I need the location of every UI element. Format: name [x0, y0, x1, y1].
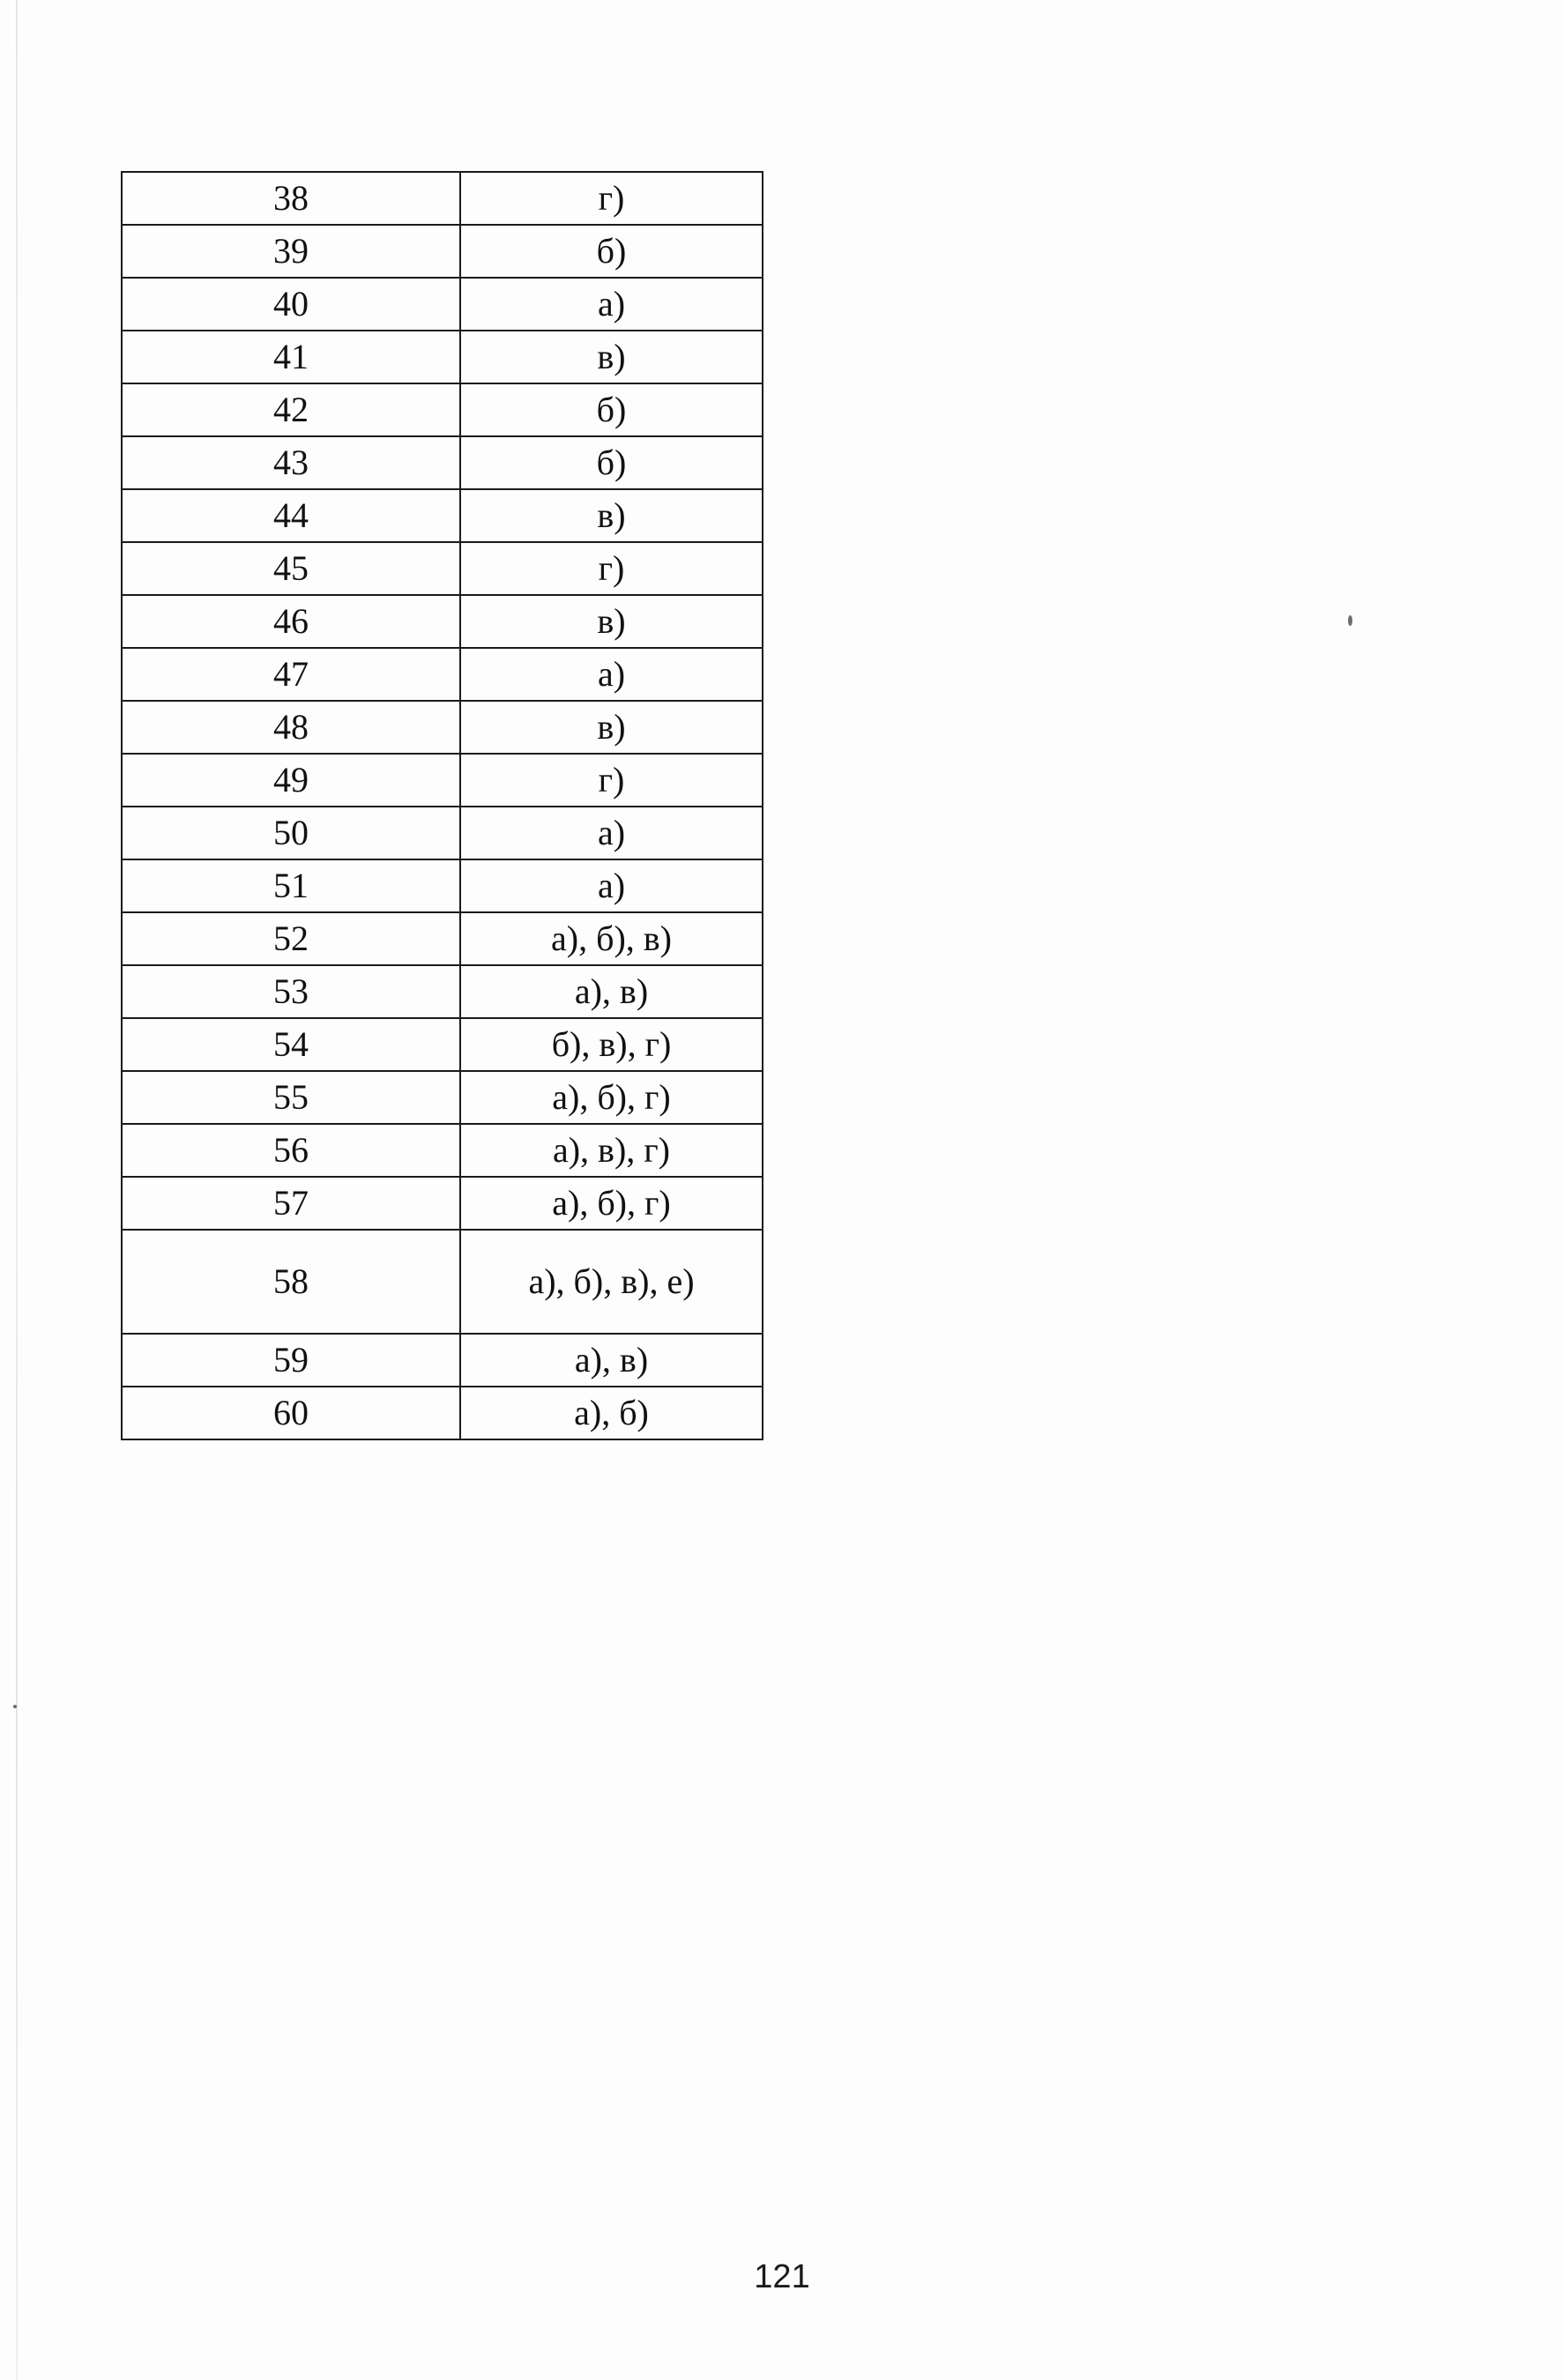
answer-cell: а), в), г) — [460, 1124, 763, 1177]
table-row — [122, 965, 763, 1018]
answer-cell: а), в) — [460, 965, 763, 1018]
answer-cell: а), б), г) — [460, 1071, 763, 1124]
answer-cell: г) — [460, 754, 763, 807]
answer-cell: а) — [460, 807, 763, 859]
question-number-cell: 55 — [122, 1071, 460, 1124]
question-number-cell: 43 — [122, 436, 460, 489]
table-row — [122, 595, 763, 648]
question-number-cell: 57 — [122, 1177, 460, 1230]
answer-cell: б) — [460, 225, 763, 278]
table-row — [122, 859, 763, 912]
table-row — [122, 648, 763, 701]
question-number-cell: 47 — [122, 648, 460, 701]
question-number-cell: 50 — [122, 807, 460, 859]
table-row — [122, 912, 763, 965]
table-row — [122, 1071, 763, 1124]
answer-cell: а) — [460, 648, 763, 701]
table-row — [122, 1018, 763, 1071]
table-row — [122, 489, 763, 542]
question-number-cell: 53 — [122, 965, 460, 1018]
answer-cell: в) — [460, 701, 763, 754]
question-number-cell: 45 — [122, 542, 460, 595]
table-row — [122, 1387, 763, 1439]
answer-cell: а), в) — [460, 1334, 763, 1387]
page-number: 121 — [754, 2258, 810, 2295]
question-number-cell: 60 — [122, 1387, 460, 1439]
answer-cell: г) — [460, 542, 763, 595]
question-number-cell: 38 — [122, 172, 460, 225]
answer-cell: г) — [460, 172, 763, 225]
answer-key-table — [121, 171, 763, 1440]
question-number-cell: 44 — [122, 489, 460, 542]
answer-cell: б) — [460, 436, 763, 489]
table-row — [122, 754, 763, 807]
question-number-cell: 42 — [122, 383, 460, 436]
question-number-cell: 59 — [122, 1334, 460, 1387]
question-number-cell: 58 — [122, 1230, 460, 1334]
answer-cell: а), б) — [460, 1387, 763, 1439]
table-row — [122, 1334, 763, 1387]
table-row — [122, 807, 763, 859]
question-number-cell: 41 — [122, 331, 460, 383]
table-row — [122, 701, 763, 754]
question-number-cell: 48 — [122, 701, 460, 754]
table-row — [122, 278, 763, 331]
scan-speck — [13, 1705, 17, 1708]
question-number-cell: 46 — [122, 595, 460, 648]
question-number-cell: 56 — [122, 1124, 460, 1177]
answer-cell: а) — [460, 859, 763, 912]
table-row — [122, 436, 763, 489]
table-row — [122, 1230, 763, 1334]
answer-cell: в) — [460, 595, 763, 648]
answer-cell: в) — [460, 331, 763, 383]
table-row — [122, 172, 763, 225]
answer-cell: а) — [460, 278, 763, 331]
question-number-cell: 40 — [122, 278, 460, 331]
answer-text: а), б), в), е) — [528, 1261, 695, 1301]
question-number-cell: 51 — [122, 859, 460, 912]
table-row — [122, 1124, 763, 1177]
table-row — [122, 1177, 763, 1230]
scan-speck — [1348, 615, 1352, 626]
table-row — [122, 542, 763, 595]
table-row — [122, 383, 763, 436]
answer-cell: в) — [460, 489, 763, 542]
page-edge-shadow — [16, 0, 18, 2380]
question-number-cell: 54 — [122, 1018, 460, 1071]
question-number-cell: 49 — [122, 754, 460, 807]
answer-cell — [460, 1230, 763, 1334]
answer-cell: а), б), в) — [460, 912, 763, 965]
table-row — [122, 331, 763, 383]
answer-cell: б), в), г) — [460, 1018, 763, 1071]
question-number-cell: 52 — [122, 912, 460, 965]
question-number-cell: 39 — [122, 225, 460, 278]
table-row — [122, 225, 763, 278]
answer-cell: а), б), г) — [460, 1177, 763, 1230]
answer-cell: б) — [460, 383, 763, 436]
